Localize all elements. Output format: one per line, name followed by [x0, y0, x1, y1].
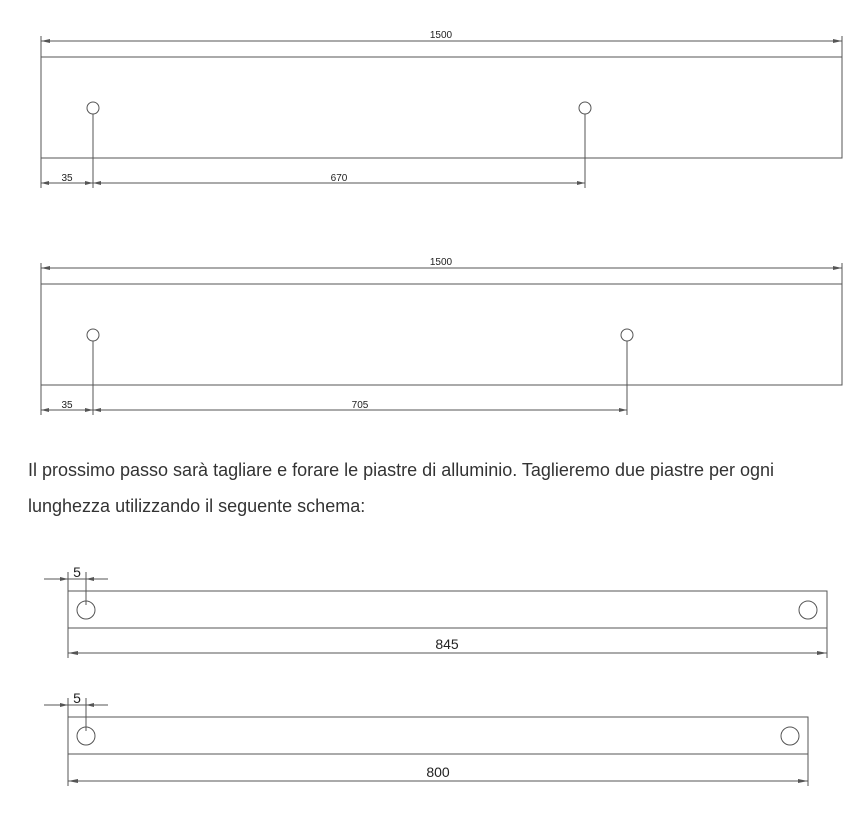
- paragraph-line-2: lunghezza utilizzando il seguente schema:: [28, 496, 366, 516]
- edge-offset-label: 35: [61, 173, 73, 184]
- beam-drawing-1: [0, 0, 852, 200]
- beam-outline: [41, 284, 842, 385]
- total-length-label: 1500: [429, 30, 453, 41]
- hole-offset-label: 5: [73, 690, 81, 706]
- plate-outline: [68, 591, 827, 628]
- paragraph-line-1: Il prossimo passo sarà tagliare e forare le piastre di alluminio. Taglieremo due piastre per ogni: [28, 460, 775, 480]
- beam-drawing-2: [0, 227, 852, 427]
- plate-outline: [68, 717, 808, 754]
- hole-left: [87, 329, 99, 341]
- hole-right: [781, 727, 799, 745]
- beam-outline: [41, 57, 842, 158]
- hole-right: [579, 102, 591, 114]
- hole-spacing-label: 705: [351, 400, 369, 411]
- instructions-paragraph: [28, 452, 852, 524]
- hole-offset-label: 5: [73, 564, 81, 580]
- length-label: 845: [435, 636, 459, 652]
- plate-drawing-2: [0, 686, 852, 796]
- hole-right: [799, 601, 817, 619]
- length-label: 800: [426, 764, 450, 780]
- total-length-label: 1500: [429, 257, 453, 268]
- hole-left: [87, 102, 99, 114]
- plate-drawing-1: [0, 560, 852, 670]
- hole-spacing-label: 670: [330, 173, 348, 184]
- edge-offset-label: 35: [61, 400, 73, 411]
- hole-right: [621, 329, 633, 341]
